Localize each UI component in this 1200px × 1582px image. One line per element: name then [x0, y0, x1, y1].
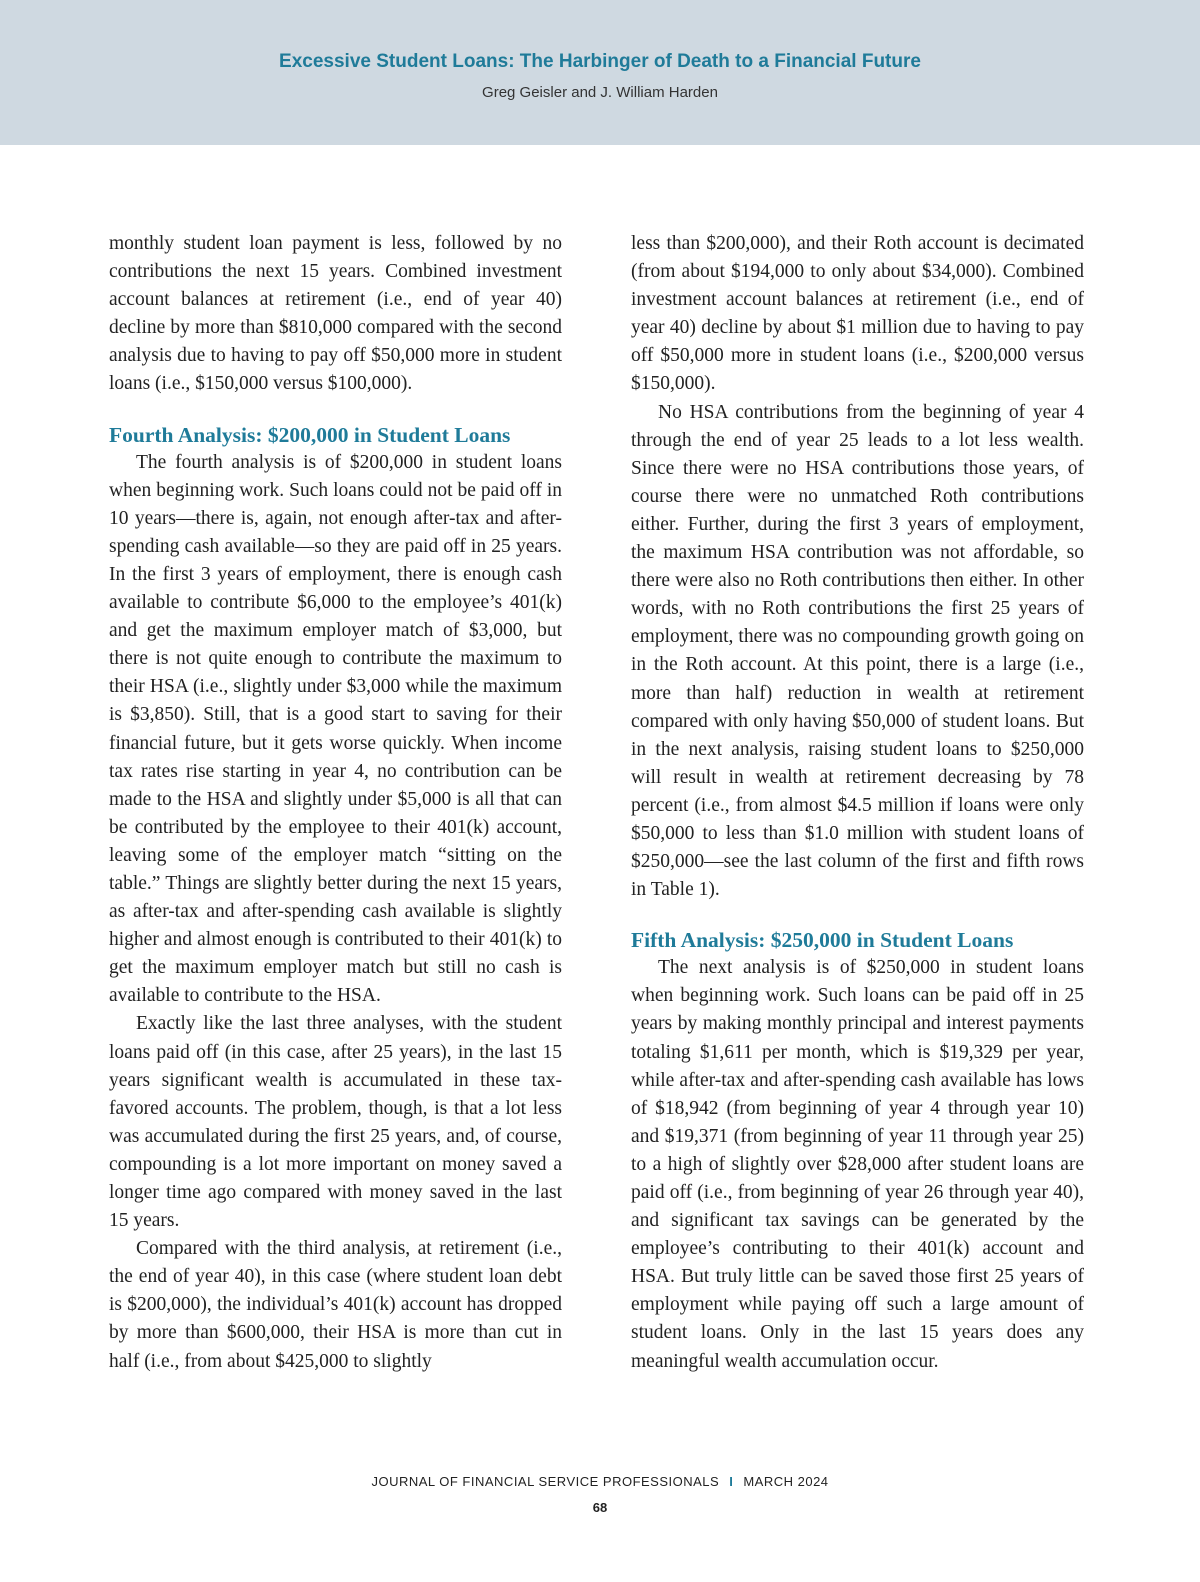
- issue-date: MARCH 2024: [743, 1474, 829, 1489]
- section-heading-fourth-analysis: Fourth Analysis: $200,000 in Student Loans: [109, 422, 511, 447]
- paragraph: monthly student loan payment is less, followed by no contributions the next 15 years. Combined investment account balances at retirement (i.e., end of year 40) decline by more than $810,000 compared with the second analysis due to having to pay off $50,000 more in student loans (i.e., $150,000 versus $100,000).: [109, 233, 562, 395]
- paragraph: Compared with the third analysis, at retirement (i.e., the end of year 40), in this case (where student loan debt is $200,000), the individual’s 401(k) account has dropped by more than $600,000, their HSA is more than cut in half (i.e., from about $425,000 to slightly: [109, 1238, 562, 1372]
- section-heading-fifth-analysis: Fifth Analysis: $250,000 in Student Loans: [631, 928, 1014, 953]
- article-title: Excessive Student Loans: The Harbinger of Death to a Financial Future: [279, 51, 921, 72]
- running-header: [0, 0, 1200, 145]
- right-column: [631, 230, 1084, 1376]
- page-number: 68: [592, 1500, 608, 1515]
- paragraph: No HSA contributions from the beginning of year 4 through the end of year 25 leads to a lot less wealth. Since there were no HSA contributions those years, of course there were no unmatched Roth contributions either. Further, during the first 3 years of employment, the maximum HSA contribution was not affordable, so there were also no Roth contributions then either. In other words, with no Roth contributions the first 25 years of employment, there was no compounding growth going on in the Roth account. At this point, there is a large (i.e., more than half) reduction in wealth at retirement compared with only having $50,000 of student loans. But in the next analysis, raising student loans to $250,000 will result in wealth at retirement decreasing by 78 percent (i.e., from almost $4.5 million if loans were only $50,000 to less than $1.0 million with student loans of $250,000—see the last column of the first and fifth rows in Table 1).: [631, 401, 1084, 901]
- footer-separator: I: [729, 1474, 734, 1489]
- footer-journal-line: [0, 1474, 1200, 1489]
- journal-name: JOURNAL OF FINANCIAL SERVICE PROFESSIONALS: [371, 1474, 720, 1489]
- left-column: [109, 230, 562, 1376]
- paragraph: The fourth analysis is of $200,000 in student loans when beginning work. Such loans could not be paid off in 10 years—there is, again, not enough after-tax and after-spending cash available—so they are paid off in 25 years. In the first 3 years of employment, there is enough cash available to contribute $6,000 to the employee’s 401(k) and get the maximum employer match of $3,000, but there is not quite enough to contribute the maximum to their HSA (i.e., slightly under $3,000 while the maximum is $3,850). Still, that is a good start to saving for their financial future, but it gets worse quickly. When income tax rates rise starting in year 4, no contribution can be made to the HSA and slightly under $5,000 is all that can be contributed by the employee to their 401(k) account, leaving some of the employer match “sitting on the table.” Things are slightly better during the next 15 years, as after-tax and after-spending cash available is slightly higher and almost enough is contributed to their 401(k) to get the maximum employer match but still no cash is available to contribute to the HSA.: [109, 451, 562, 1007]
- paragraph: The next analysis is of $250,000 in student loans when beginning work. Such loans can be paid off in 25 years by making monthly principal and interest payments totaling $1,611 per month, which is $19,329 per year, while after-tax and after-spending cash available has lows of $18,942 (from beginning of year 4 through year 10) and $19,371 (from beginning of year 11 through year 25) to a high of slightly over $28,000 after student loans are paid off (i.e., from beginning of year 26 through year 40), and significant tax savings can be generated by the employee’s contributing to their 401(k) account and HSA. But truly little can be saved those first 25 years of employment while paying off such a large amount of student loans. Only in the last 15 years does any meaningful wealth accumulation occur.: [631, 957, 1084, 1372]
- paragraph: Exactly like the last three analyses, with the student loans paid off (in this case, after 25 years), in the last 15 years significant wealth is accumulated in these tax-favored accounts. The problem, though, is that a lot less was accumulated during the first 25 years, and, of course, compounding is a lot more important on money saved a longer time ago compared with money saved in the last 15 years.: [109, 1013, 562, 1232]
- article-authors: Greg Geisler and J. William Harden: [482, 84, 718, 101]
- paragraph: less than $200,000), and their Roth account is decimated (from about $194,000 to only about $34,000). Combined investment account balances at retirement (i.e., end of year 40) decline by about $1 million due to having to pay off $50,000 more in student loans (i.e., $200,000 versus $150,000).: [631, 233, 1084, 395]
